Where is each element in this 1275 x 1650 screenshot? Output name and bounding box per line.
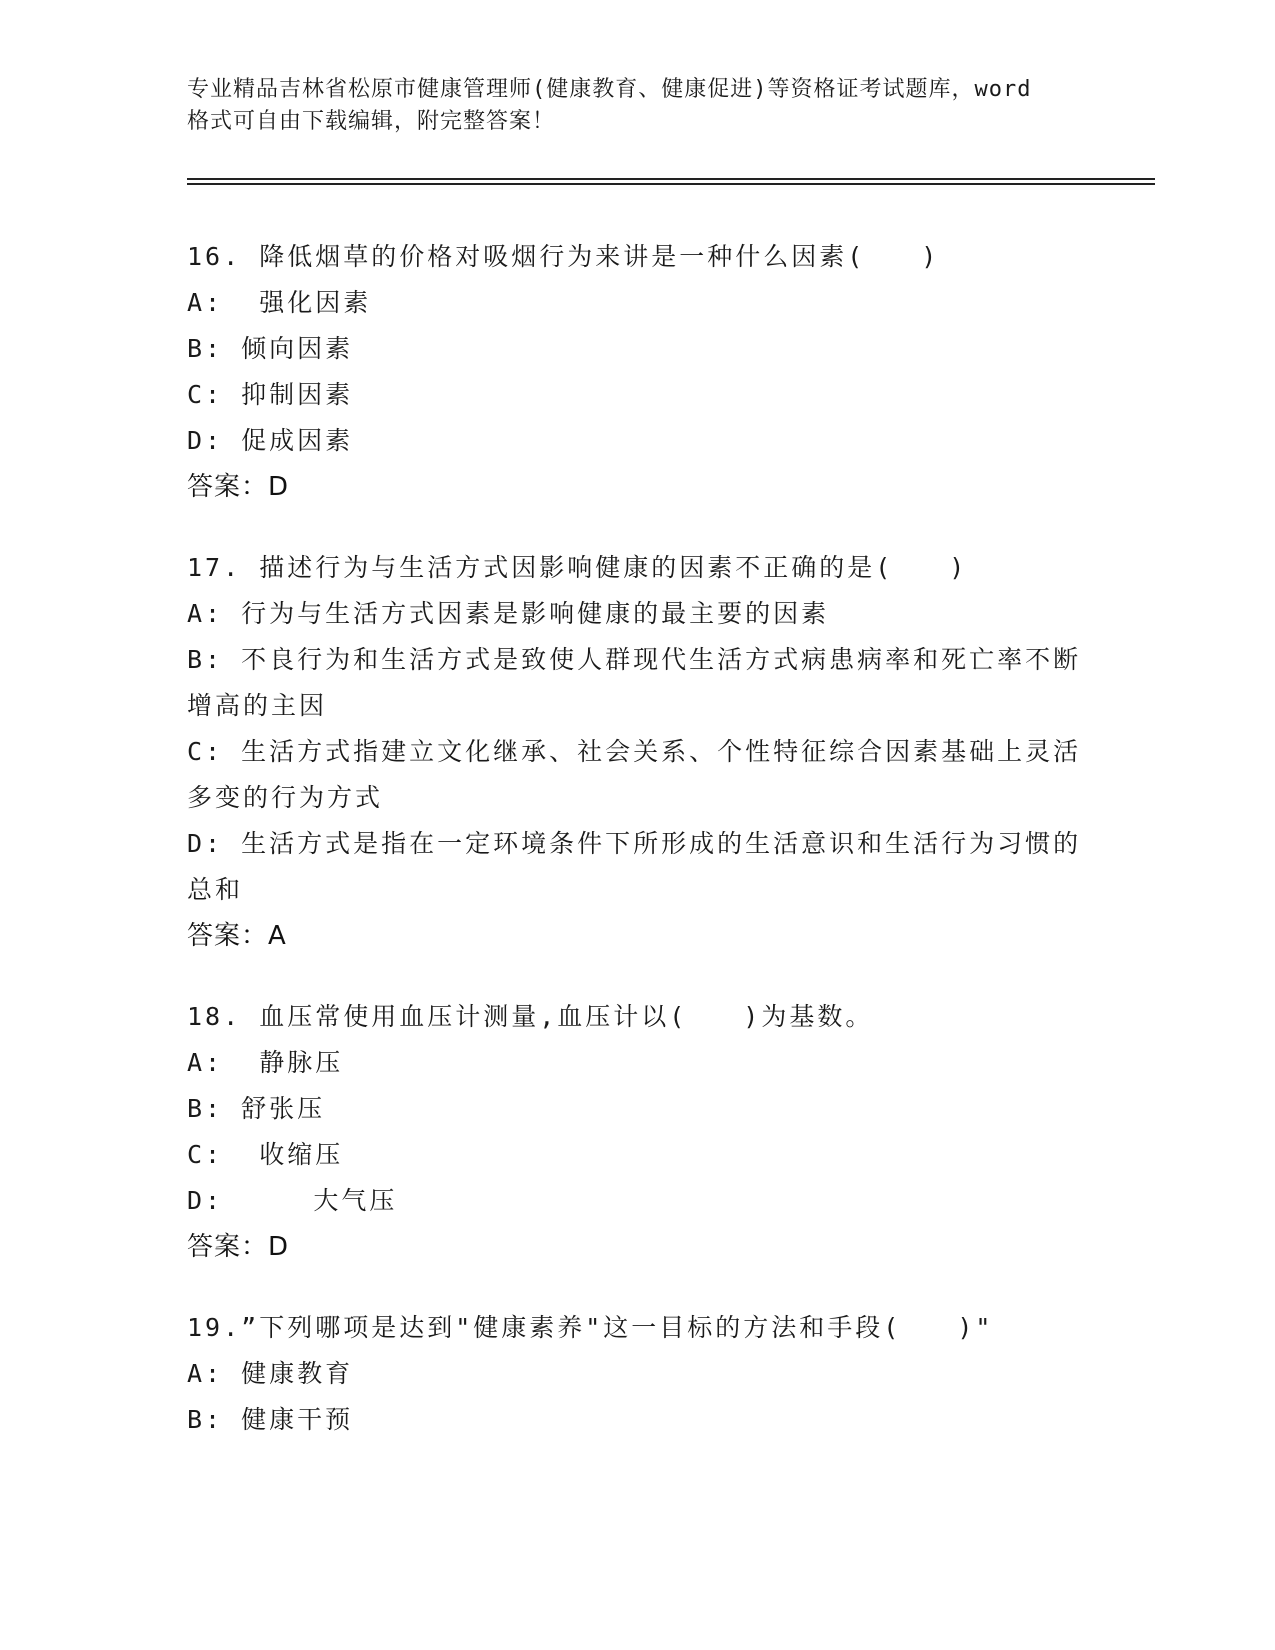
option-b: B: 舒张压 [187, 1094, 326, 1123]
question-stem: 19.”下列哪项是达到"健康素养"这一目标的方法和手段( )" [187, 1313, 994, 1342]
question-stem: 16. 降低烟草的价格对吸烟行为来讲是一种什么因素( ) [187, 242, 940, 271]
option-b: B: 健康干预 [187, 1405, 354, 1434]
option-b: B: 不良行为和生活方式是致使人群现代生活方式病患病率和死亡率不断增高的主因 [187, 645, 1082, 720]
answer-label: 答案：A [187, 921, 287, 951]
option-d: D: 促成因素 [187, 426, 354, 455]
header-divider-bottom [187, 183, 1155, 185]
header-divider-top [187, 178, 1155, 180]
option-a: A: 静脉压 [187, 1048, 344, 1077]
question-stem: 17. 描述行为与生活方式因影响健康的因素不正确的是( ) [187, 553, 968, 582]
answer-label: 答案：D [187, 472, 290, 502]
option-a: A: 行为与生活方式因素是影响健康的最主要的因素 [187, 599, 830, 628]
option-d: D: 生活方式是指在一定环境条件下所形成的生活意识和生活行为习惯的总和 [187, 829, 1082, 904]
option-b: B: 倾向因素 [187, 334, 354, 363]
document-header [187, 74, 1087, 138]
option-a: A: 健康教育 [187, 1359, 354, 1388]
option-a: A: 强化因素 [187, 288, 372, 317]
question-16 [187, 234, 1087, 510]
header-line-1: 专业精品吉林省松原市健康管理师(健康教育、健康促进)等资格证考试题库，word [187, 77, 1032, 102]
question-17 [187, 545, 1087, 959]
question-list [187, 234, 1087, 1478]
option-c: C: 收缩压 [187, 1140, 344, 1169]
question-19 [187, 1305, 1087, 1443]
option-c: C: 生活方式指建立文化继承、社会关系、个性特征综合因素基础上灵活多变的行为方式 [187, 737, 1082, 812]
option-d: D: 大气压 [187, 1186, 398, 1215]
question-18 [187, 994, 1087, 1270]
answer-label: 答案：D [187, 1232, 290, 1262]
option-c: C: 抑制因素 [187, 380, 354, 409]
question-stem: 18. 血压常使用血压计测量,血压计以( )为基数。 [187, 1002, 874, 1031]
header-line-2: 格式可自由下载编辑，附完整答案！ [187, 109, 556, 134]
